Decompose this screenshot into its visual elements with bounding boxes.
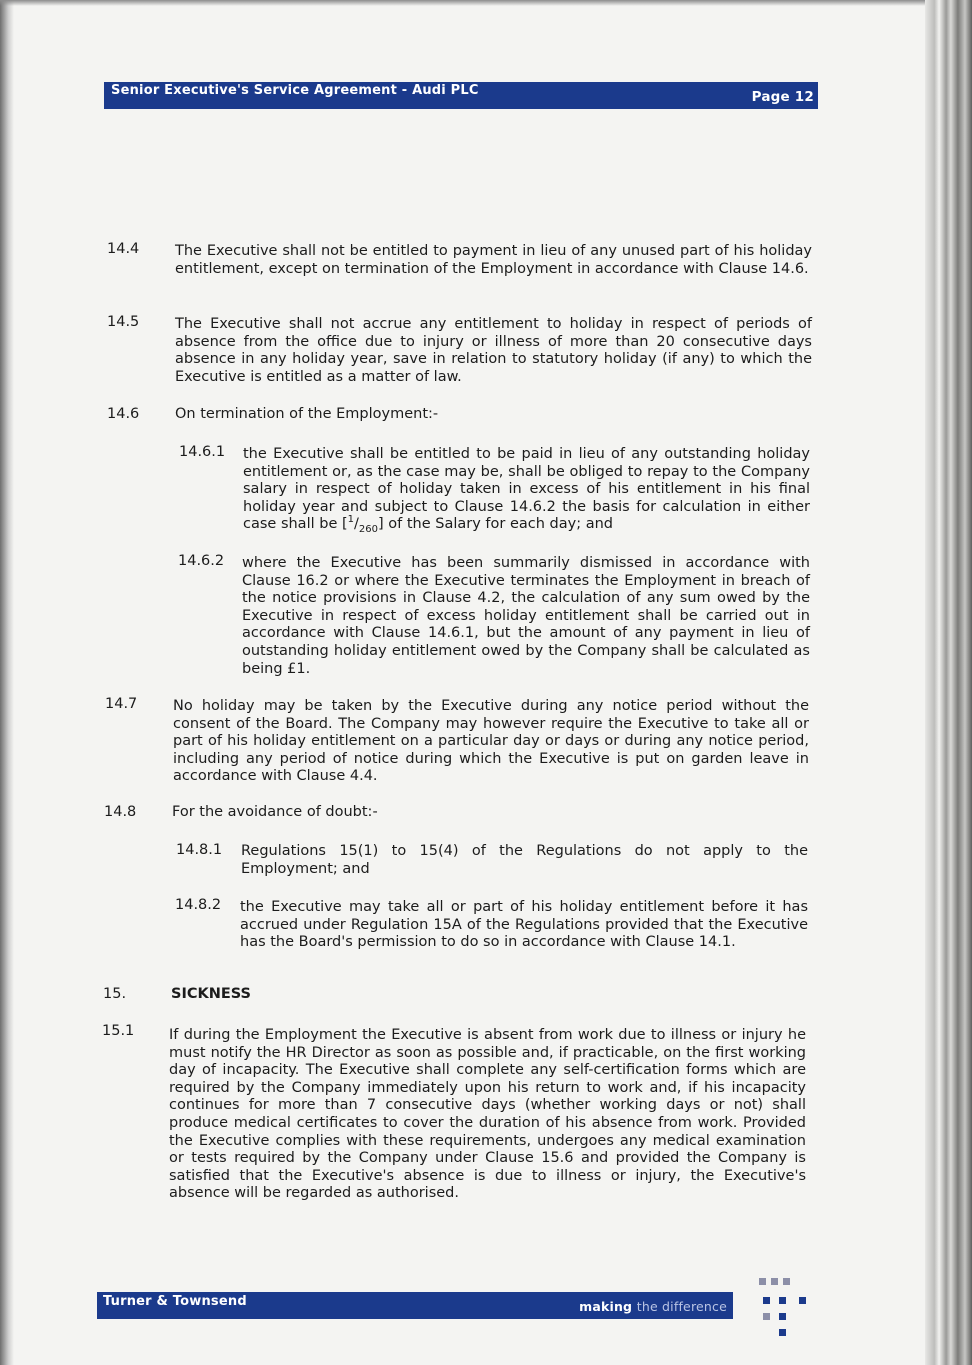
- page-binding-shadow: [0, 0, 14, 1365]
- subclause-text-part: the Executive shall be entitled to be paid in lieu of any outstanding holiday entitlement or, as the case may be, shall be obliged to repay to the Company salary in respect of holiday taken in excess of his entitlement in his final holiday year and subject to Clause 14.6.2 the basis for calculation in either case shall be [: [243, 446, 810, 533]
- clause-number: 15.1: [102, 1023, 135, 1039]
- header-bar: [104, 82, 818, 109]
- subclause-text: the Executive may take all or part of his holiday entitlement before it has accrued under Regulation 15A of the Regulations provided that the Executive has the Board's permission to do so in accordance with Clause 14.1.: [240, 899, 808, 951]
- clause-text: No holiday may be taken by the Executive during any notice period without the consent of the Board. The Company may however require the Executive to take all or part of his holiday entitlement on a particular day or days or during any notice period, including any period of notice during which the Executive is put on garden leave in accordance with Clause 4.4.: [173, 698, 809, 785]
- clause-text: The Executive shall not accrue any entitlement to holiday in respect of periods of absence from the office due to injury or illness of more than 20 consecutive days absence in any holiday year, save in relation to statutory holiday (if any) to which the Executive is entitled as a matter of law.: [175, 316, 812, 385]
- tagline-rest: the difference: [636, 1299, 727, 1314]
- subclause-text-part: ] of the Salary for each day; and: [378, 516, 613, 533]
- subclause-text: the Executive shall be entitled to be paid in lieu of any outstanding holiday entitlement or, as the case may be, shall be obliged to repay to the Company salary in respect of holiday taken in excess of his entitlement in his final holiday year and subject to Clause 14.6.2 the basis for calculation in either case shall be $[^1/_{260}]$ of the Salary for each day; and: [243, 446, 810, 536]
- section-number: 15.: [103, 986, 127, 1002]
- turner-townsend-logo-icon: [759, 1278, 809, 1342]
- subclause-number: 14.8.2: [175, 897, 222, 913]
- clause-number: 14.6: [107, 406, 140, 422]
- clause-number: 14.4: [107, 241, 140, 257]
- page-number: Page 12: [751, 89, 814, 105]
- clause-text: On termination of the Employment:-: [175, 406, 439, 422]
- footer-bar: [97, 1292, 733, 1319]
- fraction-denominator: 260: [358, 524, 378, 536]
- tagline-bold: making: [579, 1299, 633, 1314]
- subclause-number: 14.6.1: [179, 444, 226, 460]
- clause-number: 14.7: [105, 696, 138, 712]
- footer-company-name: Turner & Townsend: [103, 1294, 247, 1309]
- page-stack-edge: [925, 0, 972, 1365]
- page-top-edge: [0, 0, 972, 6]
- fraction-numerator: 1: [347, 514, 355, 526]
- subclause-text: Regulations 15(1) to 15(4) of the Regulations do not apply to the Employment; and: [241, 843, 808, 877]
- subclause-text: where the Executive has been summarily dismissed in accordance with Clause 16.2 or where the Executive terminates the Employment in breach of the notice provisions in Clause 4.2, the calculation of any sum owed by the Executive in respect of excess holiday entitlement shall be carried out in accordance with Clause 14.6.1, but the amount of any payment in lieu of outstanding holiday entitlement owed by the Company shall be calculated as being £1.: [242, 555, 810, 677]
- subclause-number: 14.6.2: [178, 553, 225, 569]
- document-title: Senior Executive's Service Agreement - Audi PLC: [111, 83, 479, 98]
- clause-text: The Executive shall not be entitled to payment in lieu of any unused part of his holiday entitlement, except on termination of the Employment in accordance with Clause 14.6.: [175, 243, 812, 277]
- clause-text: For the avoidance of doubt:-: [172, 804, 378, 820]
- section-heading: SICKNESS: [171, 986, 251, 1002]
- subclause-number: 14.8.1: [176, 842, 223, 858]
- clause-number: 14.5: [107, 314, 140, 330]
- footer-tagline: [579, 1299, 727, 1314]
- clause-text: If during the Employment the Executive is absent from work due to illness or injury he must notify the HR Director as soon as possible and, if practicable, on the first working day of incapacity. The Executive shall complete any self-certification forms which are required by the Company immediately upon his return to work and, if his incapacity continues for more than 7 consecutive days (whether working days or not) shall produce medical certificates to cover the duration of his absence from work. Provided the Executive complies with these requirements, undergoes any medical examination or tests required by the Company under Clause 15.6 and provided the Company is satisfied that the Executive's absence is due to illness or injury, the Executive's absence will be regarded as authorised.: [169, 1027, 806, 1202]
- clause-number: 14.8: [104, 804, 137, 820]
